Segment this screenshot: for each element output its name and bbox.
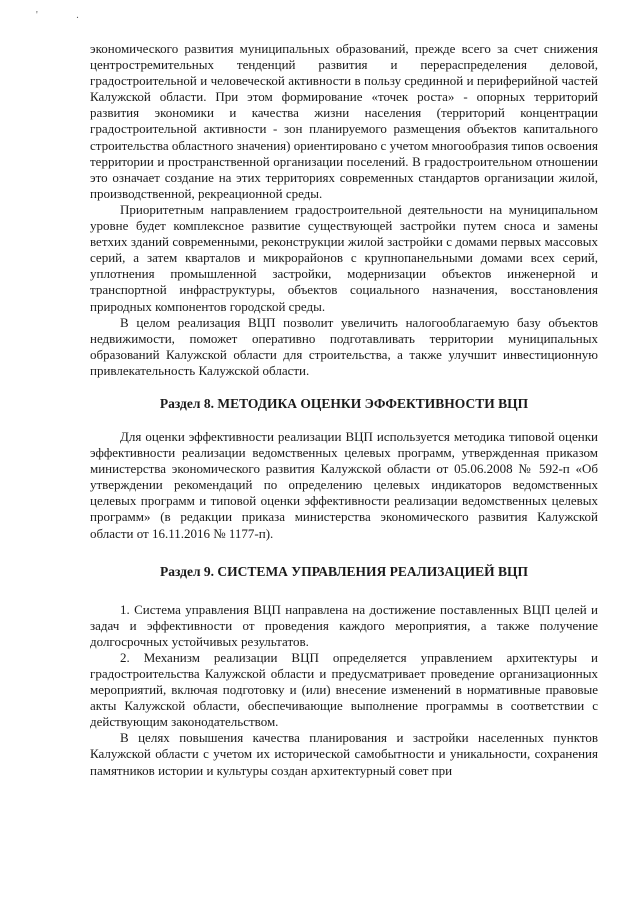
document-page [90,41,598,779]
section-9-item-3: В целях повышения качества планирования и застройки населенных пунктов Калужской области с учетом их исторической самобытности и уникальности, сохранения памятников истории и культуры создан архитектурный совет при [90,730,598,778]
paragraph-priority-direction: Приоритетным направлением градостроительной деятельности на муниципальном уровне будет комплексное развитие существующей застройки путем сноса и замены ветхих зданий современными, реконструкции жилой застройки с домами первых массовых серий, а затем кварталов и микрорайонов с крупнопанельными домами всех серий, уплотнения промышленной застройки, модернизации объектов инженерной и транспортной инфраструктуры, объектов социального назначения, восстановления природных компонентов городской среды. [90,201,598,314]
scan-corner-marks: ' . [36,10,97,21]
section-9-heading: Раздел 9. СИСТЕМА УПРАВЛЕНИЯ РЕАЛИЗАЦИЕЙ ВЦП [159,563,528,579]
section-8-heading: Раздел 8. МЕТОДИКА ОЦЕНКИ ЭФФЕКТИВНОСТИ ВЦП [159,395,529,411]
paragraph-continuation: экономического развития муниципальных образований, прежде всего за счет снижения центростремительных тенденций развития и перераспределения деловой, градостроительной и человеческой активности в пользу срединной и периферийной частей Калужской области. При этом формирование «точек роста» - опорных территорий развития экономики и качества жизни населения (территорий концентрации градостроительной активности - зон планируемого размещения объектов капитального строительства областного значения) ориентировано с учетом многообразия типов освоения территории и пространственной организации поселений. В градостроительном отношении это означает создание на этих территориях современных стандартов организации жилой, производственной, рекреационной среды. [90,41,598,201]
section-8-text: Для оценки эффективности реализации ВЦП используется методика типовой оценки эффективности реализации ведомственных целевых программ, утвержденная приказом министерства экономического развития Калужской области от 05.06.2008 № 592-п «Об утверждении рекомендаций по определению целевых индикаторов ведомственных целевых программ и типовой оценки эффективности реализации ведомственных целевых программ» (в редакции приказа министерства экономического развития Калужской области от 16.11.2016 № 1177-п). [90,428,598,541]
paragraph-overall-result: В целом реализация ВЦП позволит увеличить налогооблагаемую базу объектов недвижимости, поможет оперативно подготавливать территории муниципальных образований Калужской области для строительства, а также улучшит инвестиционную привлекательность Калужской области. [90,314,598,378]
section-9-item-2: 2. Механизм реализации ВЦП определяется управлением архитектуры и градостроительства Калужской области и предусматривает проведение организационных мероприятий, включая подготовку и (или) внесение изменений в нормативные правовые акты Калужской области, обеспечивающие выполнение программы в соответствии с действующим законодательством. [90,649,598,730]
section-9-item-1: 1. Система управления ВЦП направлена на достижение поставленных ВЦП целей и задач и эффективности от проведения каждого мероприятия, а также получение долгосрочных устойчивых результатов. [90,601,598,649]
